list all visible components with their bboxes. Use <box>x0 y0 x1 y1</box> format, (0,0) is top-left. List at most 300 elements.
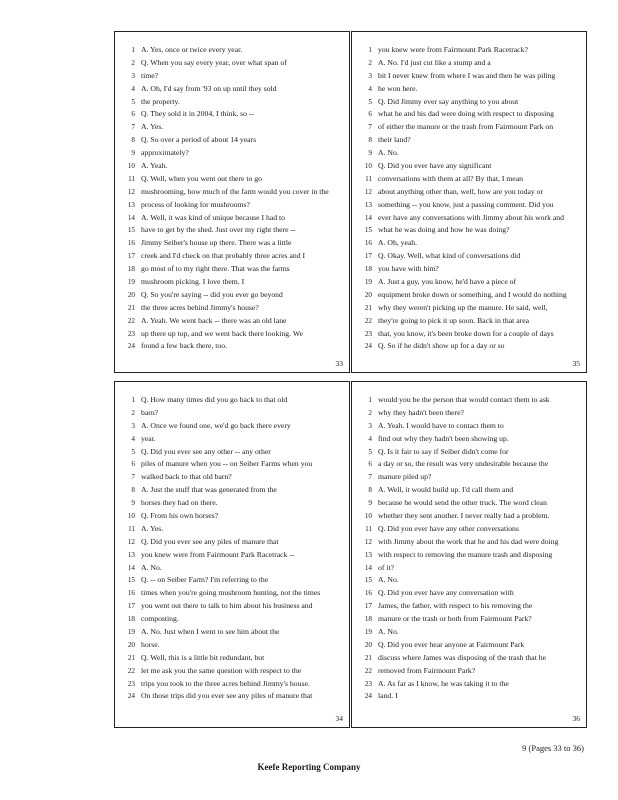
line-number: 5 <box>131 447 135 456</box>
transcript-page-33 <box>114 31 350 373</box>
transcript-line <box>117 471 346 484</box>
line-number: 11 <box>128 524 135 533</box>
line-text: A. No. <box>141 562 162 572</box>
line-text: piles of manure when you -- on Seiber Farms when you <box>141 459 313 469</box>
line-number: 10 <box>364 162 372 171</box>
transcript-line <box>117 263 346 276</box>
line-text: up there up top, and we went back there looking. We <box>141 328 303 338</box>
transcript-line <box>117 160 346 173</box>
transcript-line <box>354 83 583 96</box>
line-number: 11 <box>128 174 135 183</box>
line-number: 22 <box>127 666 135 675</box>
line-text: James, the father, with respect to his removing the <box>378 601 533 611</box>
line-number: 20 <box>127 290 135 299</box>
transcript-line <box>354 250 583 263</box>
transcript-line <box>354 199 583 212</box>
transcript-line <box>354 536 583 549</box>
transcript-line <box>117 44 346 57</box>
transcript-line <box>117 70 346 83</box>
transcript-line <box>117 446 346 459</box>
transcript-line <box>117 433 346 446</box>
transcript-line <box>354 613 583 626</box>
transcript-line <box>354 587 583 600</box>
transcript-line <box>117 328 346 341</box>
line-number: 7 <box>368 123 372 132</box>
line-text: times when you're going mushroom hunting, not the times <box>141 588 321 598</box>
line-number: 22 <box>364 316 372 325</box>
line-number: 3 <box>131 421 135 430</box>
transcript-page-34 <box>114 381 350 728</box>
line-text: equipment broke down or something, and I would do nothing <box>378 289 567 299</box>
line-number: 8 <box>131 486 135 495</box>
transcript-line <box>117 224 346 237</box>
line-number: 21 <box>127 303 135 312</box>
line-number: 13 <box>364 200 372 209</box>
transcript-line <box>117 678 346 691</box>
line-number: 12 <box>364 187 372 196</box>
transcript-line <box>354 574 583 587</box>
line-number: 6 <box>368 110 372 119</box>
line-text: what he and his dad were doing with respect to disposing <box>378 109 554 119</box>
line-number: 1 <box>131 46 135 54</box>
transcript-lines <box>354 394 583 703</box>
line-text: horses they had on there. <box>141 498 218 508</box>
line-text: walked back to that old barn? <box>141 472 232 482</box>
transcript-line <box>117 276 346 289</box>
transcript-line <box>354 626 583 639</box>
transcript-line <box>354 224 583 237</box>
line-number: 23 <box>364 329 372 338</box>
line-text: he won here. <box>378 83 418 93</box>
line-number: 14 <box>364 563 372 572</box>
transcript-line <box>117 250 346 263</box>
line-text: they're going to pick it up soon. Back in that area <box>378 315 530 325</box>
transcript-line <box>117 289 346 302</box>
transcript-line <box>354 121 583 134</box>
transcript-line <box>117 121 346 134</box>
line-number: 22 <box>364 666 372 675</box>
transcript-line <box>117 186 346 199</box>
transcript-line <box>117 587 346 600</box>
line-text: the property. <box>141 96 180 106</box>
line-text: why they hadn't been there? <box>378 407 464 417</box>
line-number: 12 <box>127 537 135 546</box>
transcript-line <box>117 173 346 186</box>
line-text: go most of to my right there. That was the farms <box>141 264 290 274</box>
transcript-line <box>354 70 583 83</box>
line-text: why they weren't picking up the manure. He said, well, <box>378 302 548 312</box>
line-number: 7 <box>131 473 135 482</box>
line-number: 20 <box>364 640 372 649</box>
line-text: Q. They sold it in 2004, I think, so -- <box>141 109 255 119</box>
line-number: 24 <box>364 342 372 351</box>
line-text: of either the manure or the trash from Fairmount Park on <box>378 122 554 132</box>
line-text: you went out there to talk to him about his business and <box>141 601 313 611</box>
transcript-line <box>354 186 583 199</box>
transcript-line <box>354 639 583 652</box>
transcript-line <box>354 665 583 678</box>
line-text: Q. Did you ever have any significant <box>378 161 492 171</box>
line-number: 9 <box>368 149 372 158</box>
transcript-line <box>354 471 583 484</box>
transcript-line <box>117 302 346 315</box>
line-number: 14 <box>364 213 372 222</box>
line-number: 1 <box>368 46 372 54</box>
transcript-line <box>117 484 346 497</box>
line-number: 19 <box>364 278 372 287</box>
line-number: 21 <box>364 303 372 312</box>
line-number: 19 <box>127 628 135 637</box>
transcript-line <box>117 549 346 562</box>
line-number: 22 <box>127 316 135 325</box>
line-text: the three acres behind Jimmy's house? <box>141 302 259 312</box>
line-number: 10 <box>127 162 135 171</box>
transcript-line <box>117 83 346 96</box>
line-text: A. Yes, once or twice every year. <box>141 45 243 54</box>
transcript-line <box>354 340 583 353</box>
line-text: A. Once we found one, we'd go back there every <box>141 420 291 430</box>
line-text: Q. Is it fair to say if Seiber didn't come for <box>378 446 509 456</box>
transcript-line <box>117 420 346 433</box>
line-text: A. Well, it was kind of unique because I had to <box>141 212 285 222</box>
line-text: Q. Well, this is a little bit redundant, but <box>141 652 265 662</box>
line-text: you knew were from Fairmount Park Racetrack -- <box>141 549 295 559</box>
line-text: A. As far as I know, he was taking it to the <box>378 678 509 688</box>
line-number: 17 <box>127 602 135 611</box>
transcript-line <box>117 340 346 353</box>
page-range-footer: 9 (Pages 33 to 36) <box>522 743 584 753</box>
line-text: that, you know, it's been broke down for a couple of days <box>378 328 554 338</box>
transcript-line <box>117 613 346 626</box>
line-text: have to get by the shed. Just over my right there -- <box>141 225 296 235</box>
company-footer: Keefe Reporting Company <box>257 762 361 772</box>
transcript-line <box>354 678 583 691</box>
line-text: about anything other than, well, how are you today or <box>378 186 544 196</box>
line-number: 11 <box>365 524 372 533</box>
line-number: 16 <box>364 589 372 598</box>
line-text: On those trips did you ever see any piles of manure that <box>141 691 313 701</box>
line-text: A. Just the stuff that was generated from the <box>141 485 277 495</box>
line-text: discuss where James was disposing of the trash that he <box>378 652 547 662</box>
line-number: 13 <box>127 200 135 209</box>
line-text: land. I <box>378 691 398 701</box>
line-text: Q. Did you ever see any piles of manure that <box>141 536 279 546</box>
page-number: 34 <box>335 714 343 723</box>
line-number: 6 <box>131 460 135 469</box>
line-text: A. Just a guy, you know, he'd have a piece of <box>378 277 517 287</box>
line-text: conversations with them at all? By that, I mean <box>378 173 523 183</box>
line-text: Q. Did you ever have any other conversations <box>378 523 519 533</box>
transcript-line <box>117 639 346 652</box>
transcript-line <box>354 458 583 471</box>
line-text: found a few back there, too. <box>141 341 228 351</box>
transcript-line <box>117 690 346 703</box>
transcript-line <box>117 574 346 587</box>
line-text: Q. So over a period of about 14 years <box>141 135 257 145</box>
line-text: manure piled up? <box>378 472 432 482</box>
page-number: 35 <box>572 359 580 368</box>
transcript-line <box>354 394 583 407</box>
transcript-lines <box>117 394 346 703</box>
line-text: would you be the person that would contact them to ask <box>378 395 550 404</box>
line-text: creek and I'd check on that probably three acres and I <box>141 251 306 261</box>
line-text: approximately? <box>141 148 189 158</box>
line-text: horse. <box>141 639 160 649</box>
line-number: 10 <box>127 512 135 521</box>
line-number: 5 <box>368 447 372 456</box>
line-number: 2 <box>368 408 372 417</box>
line-text: A. Oh, I'd say from '93 on up until they sold <box>141 83 277 93</box>
line-text: A. No. <box>378 148 399 158</box>
transcript-line <box>117 523 346 536</box>
line-number: 8 <box>368 136 372 145</box>
line-number: 2 <box>131 58 135 67</box>
line-number: 17 <box>364 252 372 261</box>
line-text: Q. -- on Seiber Farm? I'm referring to the <box>141 575 269 585</box>
line-number: 12 <box>127 187 135 196</box>
line-number: 1 <box>131 396 135 404</box>
line-number: 14 <box>127 563 135 572</box>
line-text: A. Yes. <box>141 523 164 533</box>
line-text: something -- you know, just a passing comment. Did you <box>378 199 554 209</box>
line-text: you knew were from Fairmount Park Racetrack? <box>378 45 528 54</box>
line-text: their land? <box>378 135 411 145</box>
line-number: 7 <box>368 473 372 482</box>
transcript-line <box>354 173 583 186</box>
transcript-line <box>117 147 346 160</box>
line-number: 2 <box>131 408 135 417</box>
line-number: 24 <box>364 692 372 701</box>
line-number: 6 <box>131 110 135 119</box>
transcript-page-36 <box>351 381 587 728</box>
line-number: 6 <box>368 460 372 469</box>
transcript-line <box>354 420 583 433</box>
line-text: A. No. Just when I went to see him about the <box>141 627 280 637</box>
line-number: 4 <box>368 84 372 93</box>
transcript-line <box>117 108 346 121</box>
line-text: let me ask you the same question with respect to the <box>141 665 302 675</box>
line-number: 7 <box>131 123 135 132</box>
line-text: mushrooming, how much of the farm would you cover in the <box>141 186 329 196</box>
transcript-line <box>117 497 346 510</box>
line-text: A. No. <box>378 627 399 637</box>
line-number: 9 <box>131 499 135 508</box>
transcript-line <box>117 652 346 665</box>
line-number: 15 <box>127 226 135 235</box>
transcript-line <box>354 108 583 121</box>
transcript-line <box>354 315 583 328</box>
transcript-line <box>354 57 583 70</box>
line-text: A. Yeah. I would have to contact them to <box>378 420 504 430</box>
transcript-line <box>354 433 583 446</box>
transcript-line <box>117 57 346 70</box>
transcript-line <box>354 96 583 109</box>
transcript-line <box>354 562 583 575</box>
line-number: 20 <box>364 290 372 299</box>
transcript-line <box>354 497 583 510</box>
line-number: 2 <box>368 58 372 67</box>
transcript-line <box>117 96 346 109</box>
line-text: find out why they hadn't been showing up. <box>378 433 509 443</box>
line-number: 15 <box>127 576 135 585</box>
line-text: whether they sent another. I never really had a problem. <box>378 511 550 521</box>
transcript-line <box>117 562 346 575</box>
transcript-line <box>354 147 583 160</box>
line-text: manure or the trash or both from Fairmount Park? <box>378 614 532 624</box>
line-number: 23 <box>127 679 135 688</box>
line-text: with respect to removing the manure trash and disposing <box>378 549 553 559</box>
line-text: Q. Did you ever hear anyone at Fairmount Park <box>378 639 525 649</box>
transcript-lines <box>354 44 583 353</box>
line-text: you have with him? <box>378 264 439 274</box>
line-text: process of looking for mushrooms? <box>141 199 250 209</box>
line-text: Q. How many times did you go back to that old <box>141 395 288 404</box>
transcript-line <box>354 302 583 315</box>
transcript-line <box>354 690 583 703</box>
line-text: of it? <box>378 562 395 572</box>
transcript-line <box>354 600 583 613</box>
line-number: 15 <box>364 576 372 585</box>
transcript-line <box>354 446 583 459</box>
line-number: 4 <box>131 84 135 93</box>
line-number: 24 <box>127 692 135 701</box>
line-number: 23 <box>364 679 372 688</box>
line-number: 21 <box>127 653 135 662</box>
line-number: 16 <box>364 239 372 248</box>
transcript-line <box>354 263 583 276</box>
line-number: 1 <box>368 396 372 404</box>
line-text: removed from Fairmount Park? <box>378 665 476 675</box>
line-number: 13 <box>364 550 372 559</box>
transcript-line <box>117 394 346 407</box>
line-text: year. <box>141 433 156 443</box>
transcript-line <box>354 523 583 536</box>
line-number: 16 <box>127 589 135 598</box>
line-text: A. Yeah. <box>141 161 168 171</box>
transcript-line <box>354 328 583 341</box>
page-number: 36 <box>572 714 580 723</box>
line-number: 23 <box>127 329 135 338</box>
line-text: Q. Did you ever see any other -- any other <box>141 446 271 456</box>
line-text: what he was doing and how he was doing? <box>378 225 510 235</box>
line-text: Q. Did you ever have any conversation with <box>378 588 514 598</box>
transcript-line <box>117 665 346 678</box>
transcript-page-35 <box>351 31 587 373</box>
transcript-line <box>117 134 346 147</box>
transcript-line <box>354 212 583 225</box>
line-text: bit I never knew from where I was and then he was piling <box>378 70 556 80</box>
transcript-line <box>117 407 346 420</box>
line-text: A. No. I'd just cut like a stump and a <box>378 57 491 67</box>
line-number: 18 <box>127 265 135 274</box>
transcript-line <box>354 407 583 420</box>
transcript-line <box>354 237 583 250</box>
line-number: 17 <box>127 252 135 261</box>
line-text: A. Yes. <box>141 122 164 132</box>
line-text: time? <box>141 70 159 80</box>
transcript-line <box>117 510 346 523</box>
line-number: 15 <box>364 226 372 235</box>
line-text: Q. Okay. Well, what kind of conversations did <box>378 251 521 261</box>
transcript-line <box>117 458 346 471</box>
line-text: A. Well, it would build up. I'd call them and <box>378 485 514 495</box>
line-number: 24 <box>127 342 135 351</box>
transcript-line <box>117 626 346 639</box>
transcript-line <box>117 536 346 549</box>
line-number: 5 <box>131 97 135 106</box>
transcript-line <box>354 134 583 147</box>
line-text: composting. <box>141 614 179 624</box>
transcript-line <box>117 199 346 212</box>
line-text: Jimmy Seiber's house up there. There was a little <box>141 238 292 248</box>
line-text: Q. So you're saying -- did you ever go beyond <box>141 289 283 299</box>
transcript-lines <box>117 44 346 353</box>
transcript-line <box>117 237 346 250</box>
line-number: 18 <box>364 615 372 624</box>
transcript-line <box>354 484 583 497</box>
line-text: ever have any conversations with Jimmy about his work and <box>378 212 564 222</box>
line-number: 13 <box>127 550 135 559</box>
line-number: 3 <box>368 71 372 80</box>
line-text: barn? <box>141 407 159 417</box>
line-text: Q. From his own horses? <box>141 511 219 521</box>
line-number: 14 <box>127 213 135 222</box>
line-text: trips you took to the three acres behind Jimmy's house. <box>141 678 310 688</box>
line-text: A. No. <box>378 575 399 585</box>
line-text: Q. Well, when you went out there to go <box>141 173 262 183</box>
page-number: 33 <box>335 359 343 368</box>
line-number: 17 <box>364 602 372 611</box>
transcript-line <box>117 600 346 613</box>
transcript-line <box>117 315 346 328</box>
line-text: A. Yeah. We went back -- there was an old lane <box>141 315 287 325</box>
transcript-line <box>354 289 583 302</box>
line-text: with Jimmy about the work that he and his dad were doing <box>378 536 559 546</box>
line-number: 9 <box>368 499 372 508</box>
line-number: 5 <box>368 97 372 106</box>
line-text: because he would send the other truck. The word clean <box>378 498 547 508</box>
line-number: 8 <box>368 486 372 495</box>
transcript-line <box>354 44 583 57</box>
line-number: 18 <box>127 615 135 624</box>
line-text: a day or so, the result was very undesirable because the <box>378 459 549 469</box>
line-text: Q. When you say every year, over what span of <box>141 57 287 67</box>
line-number: 19 <box>364 628 372 637</box>
line-number: 4 <box>131 434 135 443</box>
line-number: 12 <box>364 537 372 546</box>
line-number: 3 <box>131 71 135 80</box>
line-text: Q. So if he didn't show up for a day or so <box>378 341 505 351</box>
transcript-line <box>354 549 583 562</box>
line-number: 11 <box>365 174 372 183</box>
line-number: 3 <box>368 421 372 430</box>
line-text: A. Oh, yeah. <box>378 238 418 248</box>
line-text: mushroom picking. I love them. I <box>141 277 245 287</box>
line-number: 4 <box>368 434 372 443</box>
line-text: Q. Did Jimmy ever say anything to you about <box>378 96 519 106</box>
line-number: 18 <box>364 265 372 274</box>
transcript-line <box>117 212 346 225</box>
line-number: 20 <box>127 640 135 649</box>
line-number: 19 <box>127 278 135 287</box>
line-number: 21 <box>364 653 372 662</box>
line-number: 8 <box>131 136 135 145</box>
transcript-line <box>354 160 583 173</box>
transcript-line <box>354 276 583 289</box>
line-number: 16 <box>127 239 135 248</box>
transcript-line <box>354 510 583 523</box>
line-number: 10 <box>364 512 372 521</box>
